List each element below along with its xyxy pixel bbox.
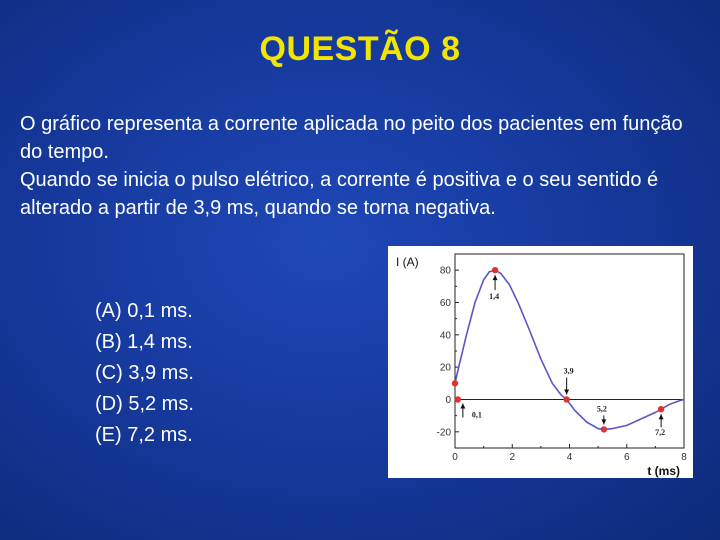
point-label: 0,1 — [471, 410, 482, 420]
y-tick-label: 60 — [439, 298, 451, 309]
x-tick-label: 4 — [566, 452, 573, 463]
x-tick-label: 8 — [681, 452, 687, 463]
option-e[interactable]: (E) 7,2 ms. — [95, 424, 193, 446]
point-arrowhead — [460, 404, 465, 409]
marked-point — [455, 396, 461, 402]
y-axis-label: I (A) — [396, 255, 419, 269]
marked-point — [563, 396, 569, 402]
point-label: 1,4 — [489, 292, 500, 302]
marked-point — [492, 267, 498, 273]
point-label: 3,9 — [563, 366, 574, 376]
point-label: 5,2 — [596, 404, 607, 414]
option-b[interactable]: (B) 1,4 ms. — [95, 331, 193, 353]
y-tick-label: 0 — [445, 395, 451, 406]
current-chart — [388, 246, 693, 478]
point-arrowhead — [493, 275, 498, 280]
option-a[interactable]: (A) 0,1 ms. — [95, 300, 193, 322]
option-c[interactable]: (C) 3,9 ms. — [95, 362, 194, 384]
question-paragraph-1: O gráfico representa a corrente aplicada no peito dos pacientes em função do tempo. — [20, 113, 683, 163]
current-chart-svg — [388, 246, 693, 478]
marked-point — [601, 426, 607, 432]
point-label: 7,2 — [655, 428, 666, 438]
y-tick-label: 20 — [439, 362, 451, 374]
plot-frame — [455, 254, 684, 448]
marked-point — [658, 406, 664, 412]
x-tick-label: 6 — [623, 452, 630, 463]
question-paragraph-2: Quando se inicia o pulso elétrico, a corrente é positiva e o seu sentido é alterado a partir de 3,9 ms, quando se torna negativa. — [20, 169, 659, 219]
answer-options — [95, 296, 194, 451]
x-tick-label: 2 — [509, 452, 516, 463]
y-tick-label: 40 — [439, 330, 451, 342]
y-tick-label: 80 — [439, 265, 451, 277]
point-arrowhead — [564, 390, 569, 395]
option-d[interactable]: (D) 5,2 ms. — [95, 393, 194, 415]
curve-point — [452, 380, 458, 386]
question-text — [20, 110, 710, 222]
point-arrowhead — [659, 414, 664, 419]
point-arrowhead — [601, 419, 606, 424]
slide-title: QUESTÃO 8 — [259, 30, 461, 68]
x-axis-label: t (ms) — [647, 464, 680, 478]
y-tick-label: -20 — [436, 427, 451, 439]
x-tick-label: 0 — [452, 452, 458, 463]
